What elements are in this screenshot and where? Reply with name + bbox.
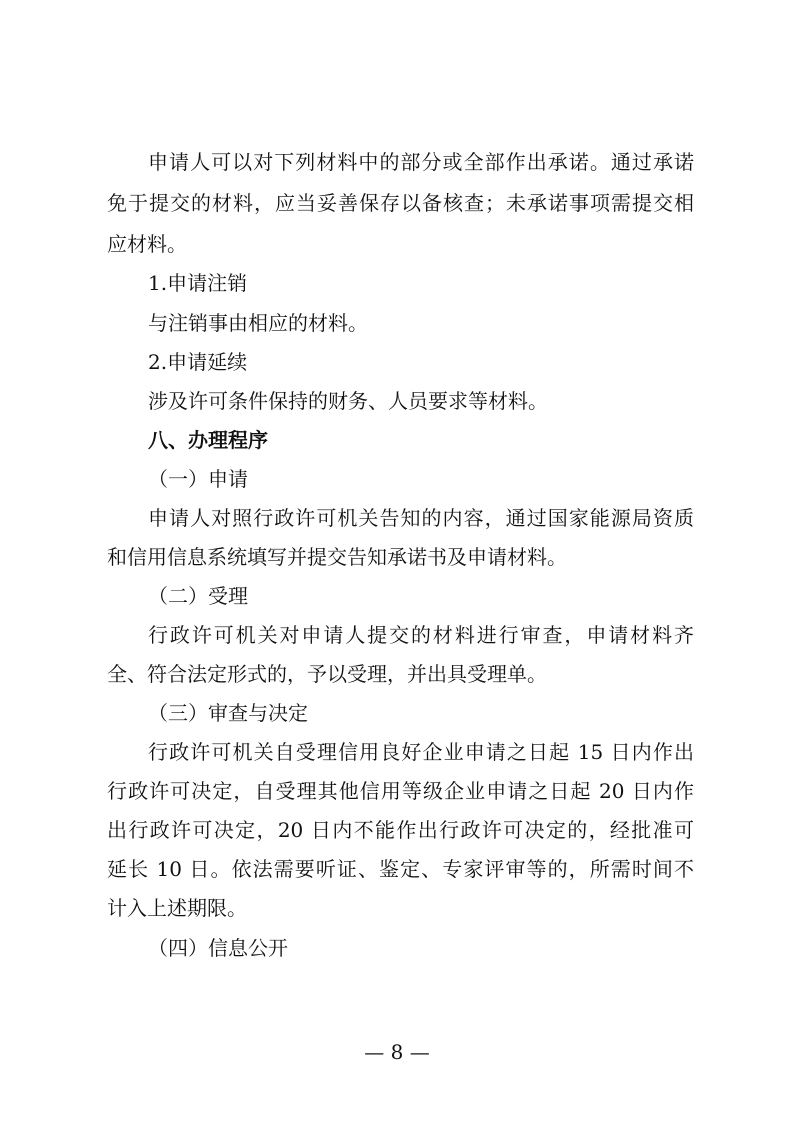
paragraph-line: 涉及许可条件保持的财务、人员要求等材料。 (148, 389, 548, 413)
list-item-heading: 1.申请注销 (148, 271, 248, 295)
paragraph-line: 与注销事由相应的材料。 (148, 311, 368, 335)
paragraph-line: 行政许可决定，自受理其他信用等级企业申请之日起 20 日内作 (107, 779, 694, 803)
paragraph-line: 申请人可以对下列材料中的部分或全部作出承诺。通过承诺 (148, 150, 694, 174)
paragraph-line: 申请人对照行政许可机关告知的内容，通过国家能源局资质 (148, 506, 694, 530)
paragraph-line: 免于提交的材料，应当妥善保存以备核查；未承诺事项需提交相 (107, 191, 694, 215)
subsection-heading: （一）申请 (148, 467, 248, 491)
list-item-heading: 2.申请延续 (148, 350, 248, 374)
paragraph-line: 行政许可机关自受理信用良好企业申请之日起 15 日内作出 (148, 740, 694, 764)
paragraph-line: 出行政许可决定，20 日内不能作出行政许可决定的，经批准可 (107, 818, 694, 842)
paragraph-line: 全、符合法定形式的，予以受理，并出具受理单。 (107, 662, 547, 686)
subsection-heading: （四）信息公开 (148, 936, 288, 960)
paragraph-line: 计入上述期限。 (107, 896, 247, 920)
paragraph-line: 延长 10 日。依法需要听证、鉴定、专家评审等的，所需时间不 (107, 857, 694, 881)
paragraph-line: 应材料。 (107, 232, 187, 256)
section-heading: 八、办理程序 (148, 428, 268, 452)
page-number: — 8 — (364, 1040, 430, 1064)
paragraph-line: 和信用信息系统填写并提交告知承诺书及申请材料。 (107, 545, 567, 569)
paragraph-line: 行政许可机关对申请人提交的材料进行审查，申请材料齐 (148, 623, 694, 647)
subsection-heading: （三）审查与决定 (148, 701, 308, 725)
subsection-heading: （二）受理 (148, 584, 248, 608)
